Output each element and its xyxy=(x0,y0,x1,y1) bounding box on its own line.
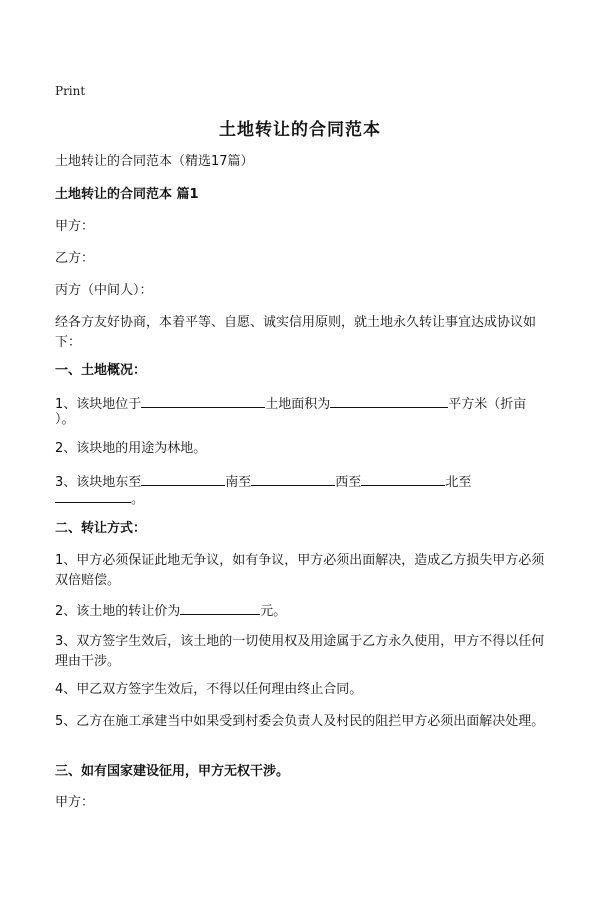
transfer-item-4: 4、甲乙双方签字生效后，不得以任何理由终止合同。 xyxy=(55,682,363,697)
price-unit: 元。 xyxy=(260,604,287,619)
intro-paragraph: 经各方友好协商，本着平等、自愿、诚实信用原则，就土地永久转让事宜达成协议如下： xyxy=(55,315,537,350)
party-a-line: 甲方： xyxy=(55,219,95,234)
price-label: 2、该土地的转让价为 xyxy=(55,604,181,619)
section3-heading: 三、如有国家建设征用，甲方无权干涉。 xyxy=(55,764,290,779)
land-location-line-cont: ）。 xyxy=(55,412,75,427)
land-location-label: 1、该块地位于 xyxy=(55,397,142,412)
area-unit-label: 平方米（折亩 xyxy=(448,397,527,412)
transfer-item-3: 3、双方签字生效后，该土地的一切使用权及用途属于乙方永久使用，甲方不得以任何理由干涉。 xyxy=(55,634,545,669)
party-b-line: 乙方： xyxy=(55,251,95,266)
land-area-label: 土地面积为 xyxy=(265,397,331,412)
north-label: 北至 xyxy=(445,475,472,490)
print-label: Print xyxy=(55,84,86,98)
west-blank xyxy=(361,471,445,486)
east-blank xyxy=(141,471,225,486)
section-heading: 土地转让的合同范本 篇1 xyxy=(55,187,199,202)
south-blank xyxy=(251,471,335,486)
boundary-end: 。 xyxy=(131,492,145,507)
west-label: 西至 xyxy=(335,475,362,490)
land-boundary-line-cont xyxy=(55,488,555,510)
transfer-item-5: 5、乙方在施工承建当中如果受到村委会负责人及村民的阻拦甲方必须出面解决处理。 xyxy=(55,714,545,729)
section2-heading: 二、转让方式： xyxy=(55,521,147,536)
east-label: 3、该块地东至 xyxy=(55,475,142,490)
transfer-price-line xyxy=(55,600,555,622)
north-blank xyxy=(55,488,131,503)
transfer-item-1: 1、甲方必须保证此地无争议，如有争议，甲方必须出面解决，造成乙方损失甲方必须双倍赔偿。 xyxy=(55,553,545,588)
location-blank xyxy=(141,393,265,408)
area-blank xyxy=(330,393,448,408)
land-use-line: 2、该块地的用途为林地。 xyxy=(55,441,207,456)
price-blank xyxy=(180,600,260,615)
page-title: 土地转让的合同范本 xyxy=(219,120,381,140)
subtitle: 土地转让的合同范本（精选17篇） xyxy=(55,154,254,169)
footer-party-a: 甲方： xyxy=(55,795,95,810)
section1-heading: 一、土地概况： xyxy=(55,363,147,378)
south-label: 南至 xyxy=(225,475,252,490)
party-c-line: 丙方（中间人）： xyxy=(55,283,153,298)
